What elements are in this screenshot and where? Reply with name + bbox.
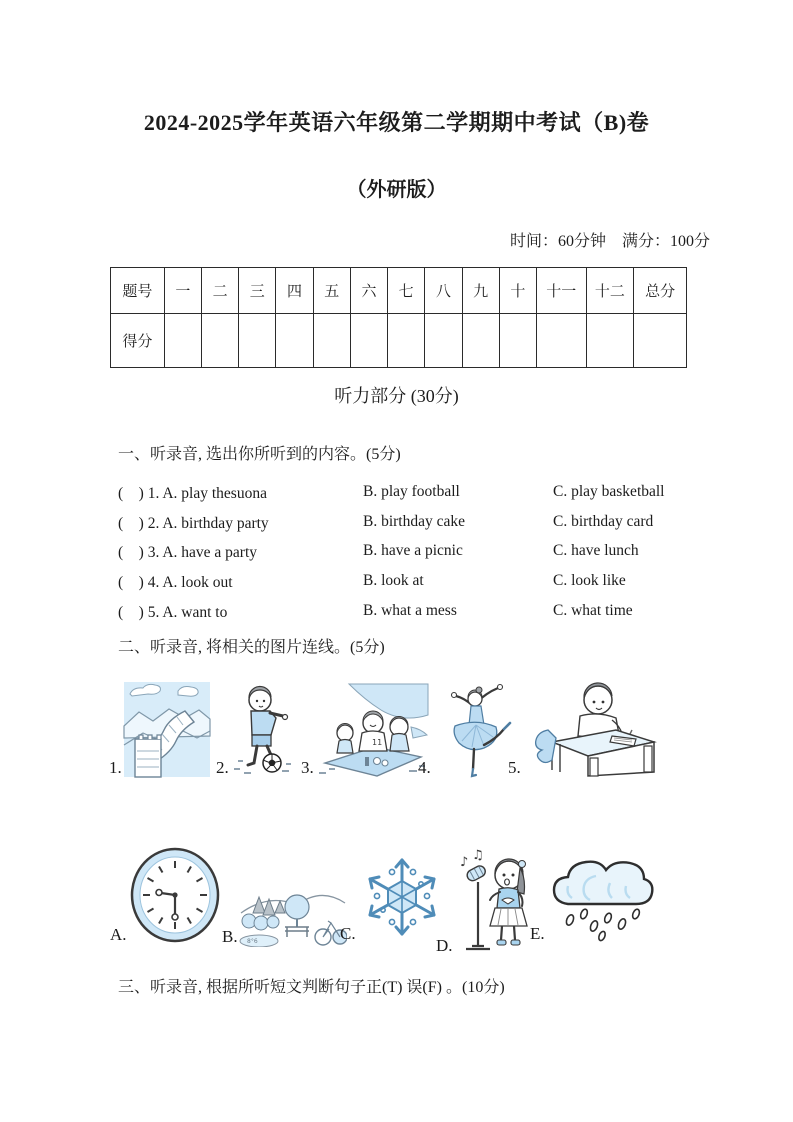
picture-label: 5. <box>508 758 521 777</box>
score-table-header-row <box>111 268 687 314</box>
listening-part-title: 听力部分 (30分) <box>334 386 459 406</box>
score-cell <box>239 314 276 368</box>
score-table-header-cell: 五 <box>313 268 350 314</box>
picture-item-C <box>340 850 447 944</box>
picture-item-4 <box>418 681 512 778</box>
choice-row-1 <box>118 477 693 507</box>
svg-text:8°6: 8°6 <box>246 938 258 945</box>
score-cell <box>388 314 425 368</box>
boy-writing-at-desk-icon <box>522 678 660 778</box>
clock-icon <box>128 845 222 945</box>
choice-option-a: ( ) 1. A. play thesuona <box>118 484 267 502</box>
score-table-header-cell: 四 <box>276 268 313 314</box>
picture-item-A <box>110 845 222 945</box>
picture-item-3 <box>301 683 429 778</box>
score-cell <box>313 314 350 368</box>
choice-option-c: C. play basketball <box>553 482 665 500</box>
picture-item-B <box>222 875 347 947</box>
picture-item-1 <box>109 681 211 778</box>
score-cell <box>462 314 499 368</box>
score-table-header-cell: 题号 <box>111 268 165 314</box>
score-cell <box>425 314 462 368</box>
section2-heading: 二、听录音, 将相关的图片连线。(5分) <box>118 639 385 656</box>
section1-heading: 一、听录音, 选出你所听到的内容。(5分) <box>118 446 401 463</box>
choice-row-3 <box>118 537 693 567</box>
picture-label: 2. <box>216 758 229 777</box>
park-scene-icon <box>239 875 347 947</box>
score-table <box>110 267 687 368</box>
picture-item-2 <box>216 683 294 778</box>
score-table-header-cell: 一 <box>164 268 201 314</box>
score-table-header-cell: 六 <box>350 268 387 314</box>
picture-label: A. <box>110 925 127 944</box>
choice-option-b: B. have a picnic <box>363 542 463 560</box>
family-picnic-icon <box>315 683 429 778</box>
choice-row-5 <box>118 596 693 626</box>
choice-row-2 <box>118 507 693 537</box>
page-subtitle: （外研版） <box>346 179 447 201</box>
choice-option-b: B. look at <box>363 572 424 590</box>
picture-label: 1. <box>109 758 122 777</box>
score-cell <box>350 314 387 368</box>
snowflake-icon <box>357 850 447 944</box>
score-row-label: 得分 <box>111 314 165 368</box>
choice-option-a: ( ) 5. A. want to <box>118 604 228 622</box>
choice-option-b: B. birthday cake <box>363 512 466 530</box>
rain-cloud-icon <box>546 852 656 944</box>
music-notes-icon: ♪ <box>459 855 468 870</box>
score-table-header-cell: 八 <box>425 268 462 314</box>
picture-label: C. <box>340 924 356 943</box>
section1-choices <box>118 477 693 626</box>
ballet-dancer-icon <box>432 681 512 778</box>
picture-label: 3. <box>301 758 314 777</box>
score-cell <box>586 314 634 368</box>
section3-heading: 三、听录音, 根据所听短文判断句子正(T) 误(F) 。(10分) <box>118 979 505 996</box>
choice-option-a: ( ) 3. A. have a party <box>118 544 258 562</box>
score-cell <box>536 314 586 368</box>
choice-option-c: C. birthday card <box>553 512 654 530</box>
score-table-header-cell: 十 <box>499 268 536 314</box>
score-cell <box>164 314 201 368</box>
score-cell <box>201 314 238 368</box>
svg-text:11: 11 <box>371 738 382 747</box>
score-cell <box>499 314 536 368</box>
score-table-header-cell: 二 <box>201 268 238 314</box>
choice-option-c: C. have lunch <box>553 542 639 560</box>
picture-label: E. <box>530 924 545 943</box>
score-cell <box>276 314 313 368</box>
great-wall-icon <box>123 681 211 778</box>
score-table-score-row <box>111 314 687 368</box>
choice-option-c: C. look like <box>553 572 626 590</box>
boy-kicking-football-icon <box>230 683 294 778</box>
svg-text:♫: ♫ <box>471 848 484 863</box>
choice-option-a: ( ) 2. A. birthday party <box>118 514 269 532</box>
picture-item-E <box>530 852 656 944</box>
picture-label: B. <box>222 927 238 946</box>
choice-option-c: C. what time <box>553 602 633 620</box>
picture-item-5 <box>508 678 660 778</box>
choice-option-a: ( ) 4. A. look out <box>118 574 233 592</box>
choice-option-b: B. what a mess <box>363 602 457 620</box>
score-table-header-cell: 九 <box>462 268 499 314</box>
score-table-header-cell: 总分 <box>634 268 687 314</box>
picture-label: D. <box>436 936 453 955</box>
picture-label: 4. <box>418 758 431 777</box>
page-title: 2024-2025学年英语六年级第二学期期中考试（B)卷 <box>143 110 650 135</box>
score-table-header-cell: 十二 <box>586 268 634 314</box>
choice-option-b: B. play football <box>363 482 460 500</box>
score-table-header-cell: 三 <box>239 268 276 314</box>
score-cell <box>634 314 687 368</box>
time-score-info: 时间：60分钟 满分：100分 <box>509 233 710 250</box>
score-table-header-cell: 七 <box>388 268 425 314</box>
score-table-header-cell: 十一 <box>536 268 586 314</box>
choice-row-4 <box>118 566 693 596</box>
